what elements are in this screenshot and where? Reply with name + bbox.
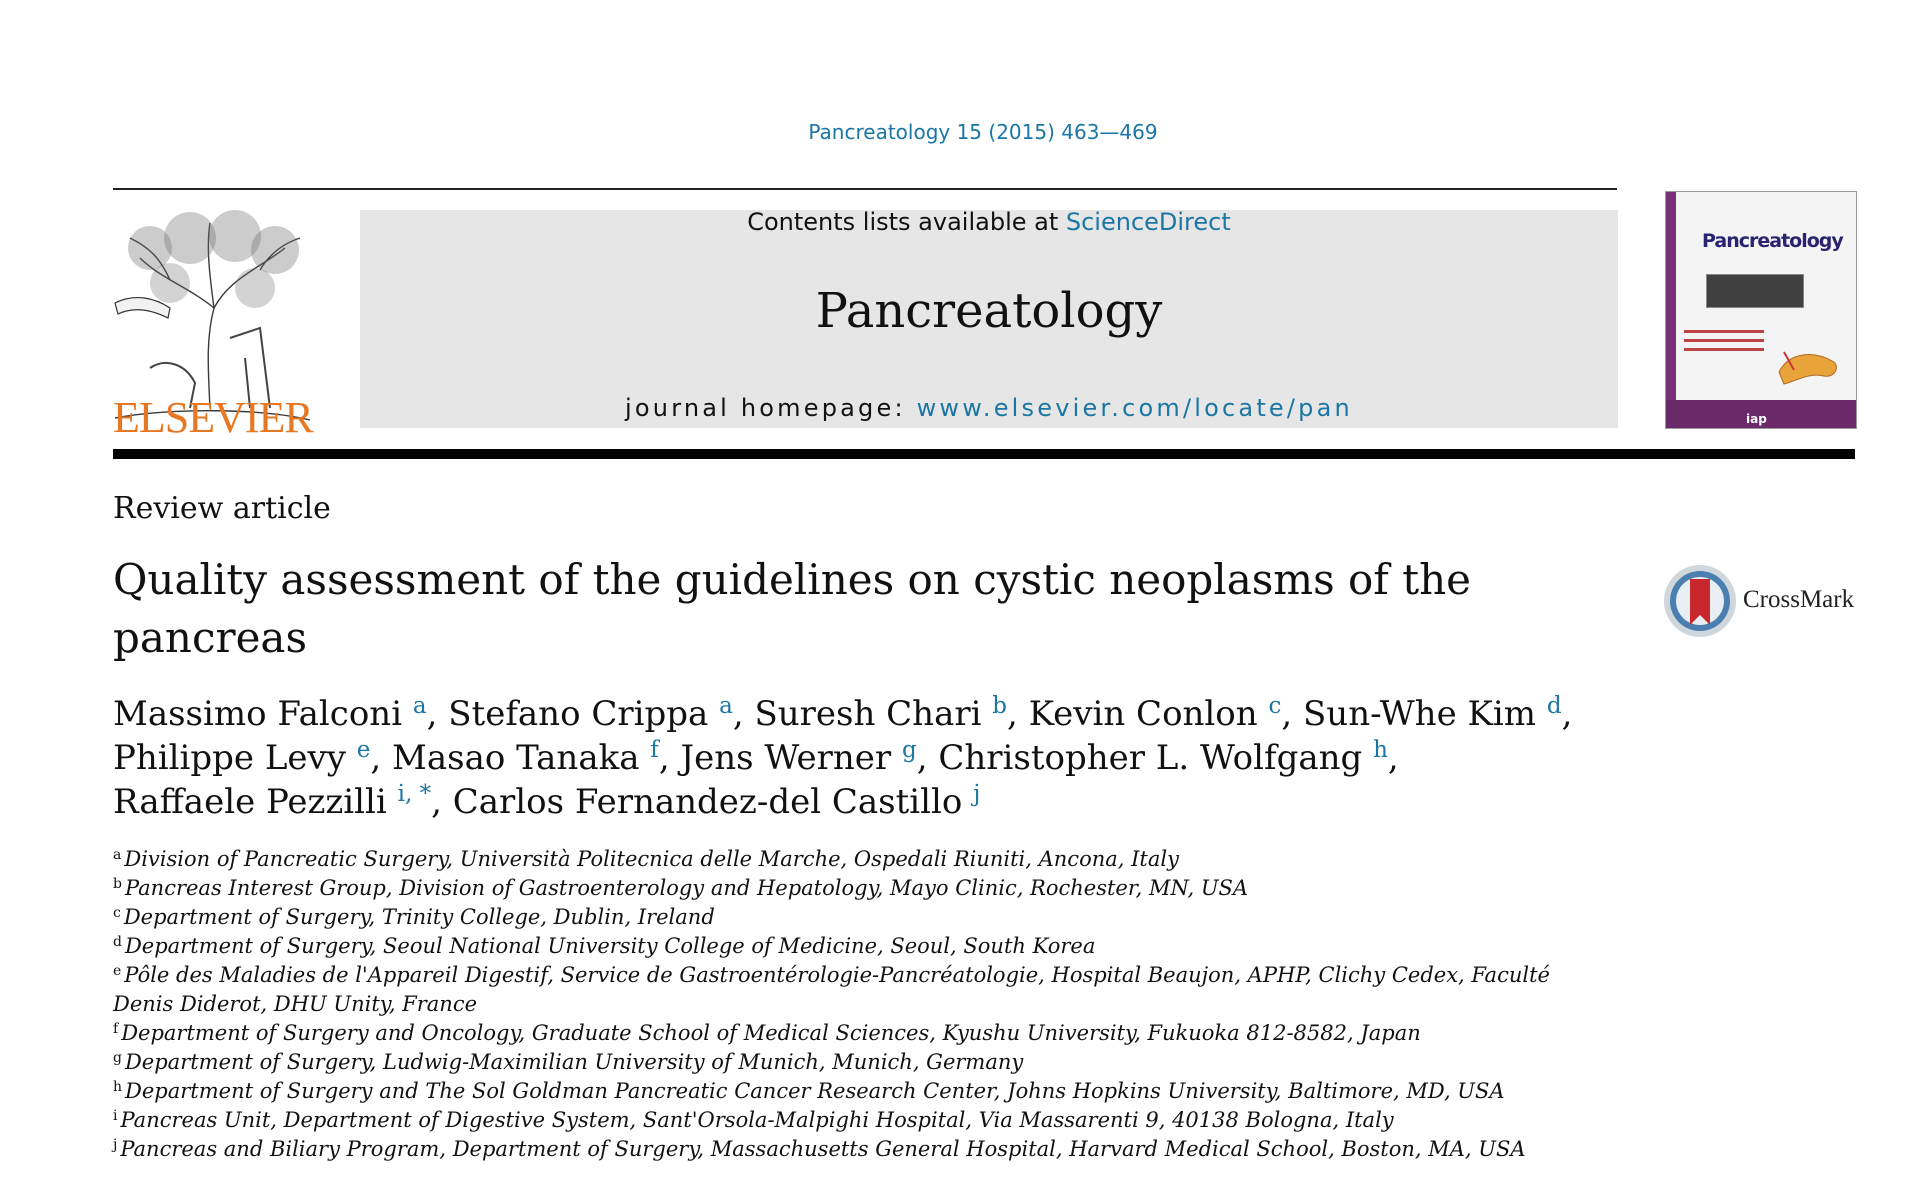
affiliation-key: d xyxy=(113,934,122,950)
author-name[interactable] xyxy=(392,738,659,778)
affiliation-item xyxy=(113,1019,1593,1048)
author-name[interactable] xyxy=(1029,694,1282,734)
author-name-text: Philippe Levy xyxy=(113,738,346,778)
affiliation-marker[interactable]: e xyxy=(356,737,371,763)
affiliation-marker[interactable]: c xyxy=(1268,693,1282,719)
author-name-text: Stefano Crippa xyxy=(448,694,709,734)
affiliation-key: i xyxy=(113,1108,118,1124)
affiliation-text: Department of Surgery, Seoul National University College of Medicine, Seoul, South Korea xyxy=(124,934,1096,958)
author-name[interactable] xyxy=(113,782,431,822)
author-name-text: Carlos Fernandez-del Castillo xyxy=(452,782,963,822)
crossmark-icon[interactable] xyxy=(1662,563,1738,639)
homepage-line xyxy=(360,394,1618,422)
author-list: Massimo Falconi $^a$, Stefano Crippa $^a$, Suresh Chari $^b$, Kevin Conlon $^c$, Sun-Whe Kim $^d$, Philippe Levy $^e$, Masao Tanaka $^f$, Jens Werner $^g$, Christopher L. Wolfgang $^h$, Raffaele Pezzilli $^{i, *}$, Carlos Fernandez-del Castillo $^j$ xyxy=(113,693,1573,822)
affiliation-text: Pancreas Interest Group, Division of Gastroenterology and Hepatology, Mayo Clinic, Rochester, MN, USA xyxy=(124,876,1249,900)
affiliation-item xyxy=(113,1106,1593,1135)
affiliation-text: Pancreas Unit, Department of Digestive System, Sant'Orsola-Malpighi Hospital, Via Massarenti 9, 40138 Bologna, Italy xyxy=(120,1108,1394,1132)
affiliation-key: c xyxy=(113,905,121,921)
author-name[interactable] xyxy=(680,738,916,778)
article-title: Quality assessment of the guidelines on cystic neoplasms of the pancreas xyxy=(113,555,1471,662)
affiliation-item xyxy=(113,932,1593,961)
cover-iap-logo: iap xyxy=(1746,412,1767,426)
affiliation-item xyxy=(113,903,1593,932)
contents-line xyxy=(360,208,1618,236)
author-name[interactable] xyxy=(113,738,370,778)
affiliation-marker[interactable]: g xyxy=(901,737,917,763)
author-name-text: Sun-Whe Kim xyxy=(1303,694,1537,734)
affiliation-text: Division of Pancreatic Surgery, Università Politecnica delle Marche, Ospedali Riuniti, Ancona, Italy xyxy=(124,847,1179,871)
affiliation-key: h xyxy=(113,1079,123,1095)
author-name-text: Kevin Conlon xyxy=(1028,694,1258,734)
sciencedirect-link[interactable]: ScienceDirect xyxy=(1065,208,1231,236)
masthead-rule xyxy=(113,449,1855,459)
journal-cover-image[interactable] xyxy=(1665,191,1857,429)
author-name[interactable] xyxy=(754,694,1007,734)
author-name[interactable] xyxy=(113,694,427,734)
affiliation-marker[interactable]: h xyxy=(1373,737,1388,763)
author-name-text: Christopher L. Wolfgang xyxy=(938,738,1363,778)
affiliation-list xyxy=(113,845,1593,1164)
affiliation-item xyxy=(113,874,1593,903)
author-name-text: Suresh Chari xyxy=(754,694,982,734)
header-divider xyxy=(113,188,1617,190)
author-name-text: Massimo Falconi xyxy=(113,694,403,734)
cover-highlights xyxy=(1684,330,1764,357)
affiliation-marker[interactable]: a xyxy=(719,693,733,719)
cover-title: Pancreatology xyxy=(1702,230,1843,252)
affiliation-item xyxy=(113,1077,1593,1106)
journal-name: Pancreatology xyxy=(815,283,1163,339)
affiliation-item xyxy=(113,1048,1593,1077)
affiliation-key: g xyxy=(113,1050,122,1066)
affiliation-text: Pôle des Maladies de l'Appareil Digestif, Service de Gastroentérologie-Pancréatologie, Hospital Beaujon, APHP, Clichy Cedex, Faculté Denis Diderot, DHU Unity, France xyxy=(113,963,1550,1016)
affiliation-marker[interactable]: f xyxy=(650,737,659,763)
journal-homepage-link[interactable]: www.elsevier.com/locate/pan xyxy=(916,394,1353,422)
author-name[interactable] xyxy=(448,694,733,734)
affiliation-item xyxy=(113,961,1593,1019)
pancreas-icon xyxy=(1774,342,1844,392)
affiliation-item xyxy=(113,845,1593,874)
article-type: Review article xyxy=(113,491,331,526)
cover-spine-band xyxy=(1666,192,1676,428)
affiliation-key: e xyxy=(113,963,122,979)
affiliation-key: a xyxy=(113,847,122,863)
affiliation-key: j xyxy=(113,1137,118,1153)
affiliation-key: f xyxy=(113,1021,119,1037)
affiliation-item xyxy=(113,1135,1593,1164)
affiliation-marker[interactable]: a xyxy=(412,693,427,719)
affiliation-marker[interactable]: b xyxy=(992,693,1008,719)
cover-figure xyxy=(1706,274,1804,308)
author-name-text: Masao Tanaka xyxy=(392,738,640,778)
affiliation-text: Department of Surgery and The Sol Goldman Pancreatic Cancer Research Center, Johns Hopkins University, Baltimore, MD, USA xyxy=(125,1079,1505,1103)
author-name[interactable] xyxy=(938,738,1388,778)
contents-prefix: Contents lists available at xyxy=(747,208,1066,236)
elsevier-wordmark: ELSEVIER xyxy=(113,393,313,442)
affiliation-text: Department of Surgery, Ludwig-Maximilian University of Munich, Munich, Germany xyxy=(124,1050,1024,1074)
author-name[interactable] xyxy=(1303,694,1562,734)
author-name-text: Jens Werner xyxy=(680,738,892,778)
author-name-text: Raffaele Pezzilli xyxy=(113,782,387,822)
affiliation-marker[interactable]: i, * xyxy=(397,781,432,807)
author-name[interactable] xyxy=(453,782,981,822)
affiliation-text: Department of Surgery, Trinity College, Dublin, Ireland xyxy=(123,905,715,929)
affiliation-text: Department of Surgery and Oncology, Graduate School of Medical Sciences, Kyushu University, Fukuoka 812-8582, Japan xyxy=(121,1021,1421,1045)
journal-citation[interactable]: Pancreatology 15 (2015) 463—469 xyxy=(808,120,1158,144)
affiliation-marker[interactable]: j xyxy=(973,781,981,807)
affiliation-key: b xyxy=(113,876,122,892)
homepage-prefix: journal homepage: xyxy=(625,394,917,422)
crossmark-label[interactable]: CrossMark xyxy=(1743,586,1855,613)
affiliation-text: Pancreas and Biliary Program, Department of Surgery, Massachusetts General Hospital, Harvard Medical School, Boston, MA, USA xyxy=(120,1137,1526,1161)
affiliation-marker[interactable]: d xyxy=(1546,693,1562,719)
